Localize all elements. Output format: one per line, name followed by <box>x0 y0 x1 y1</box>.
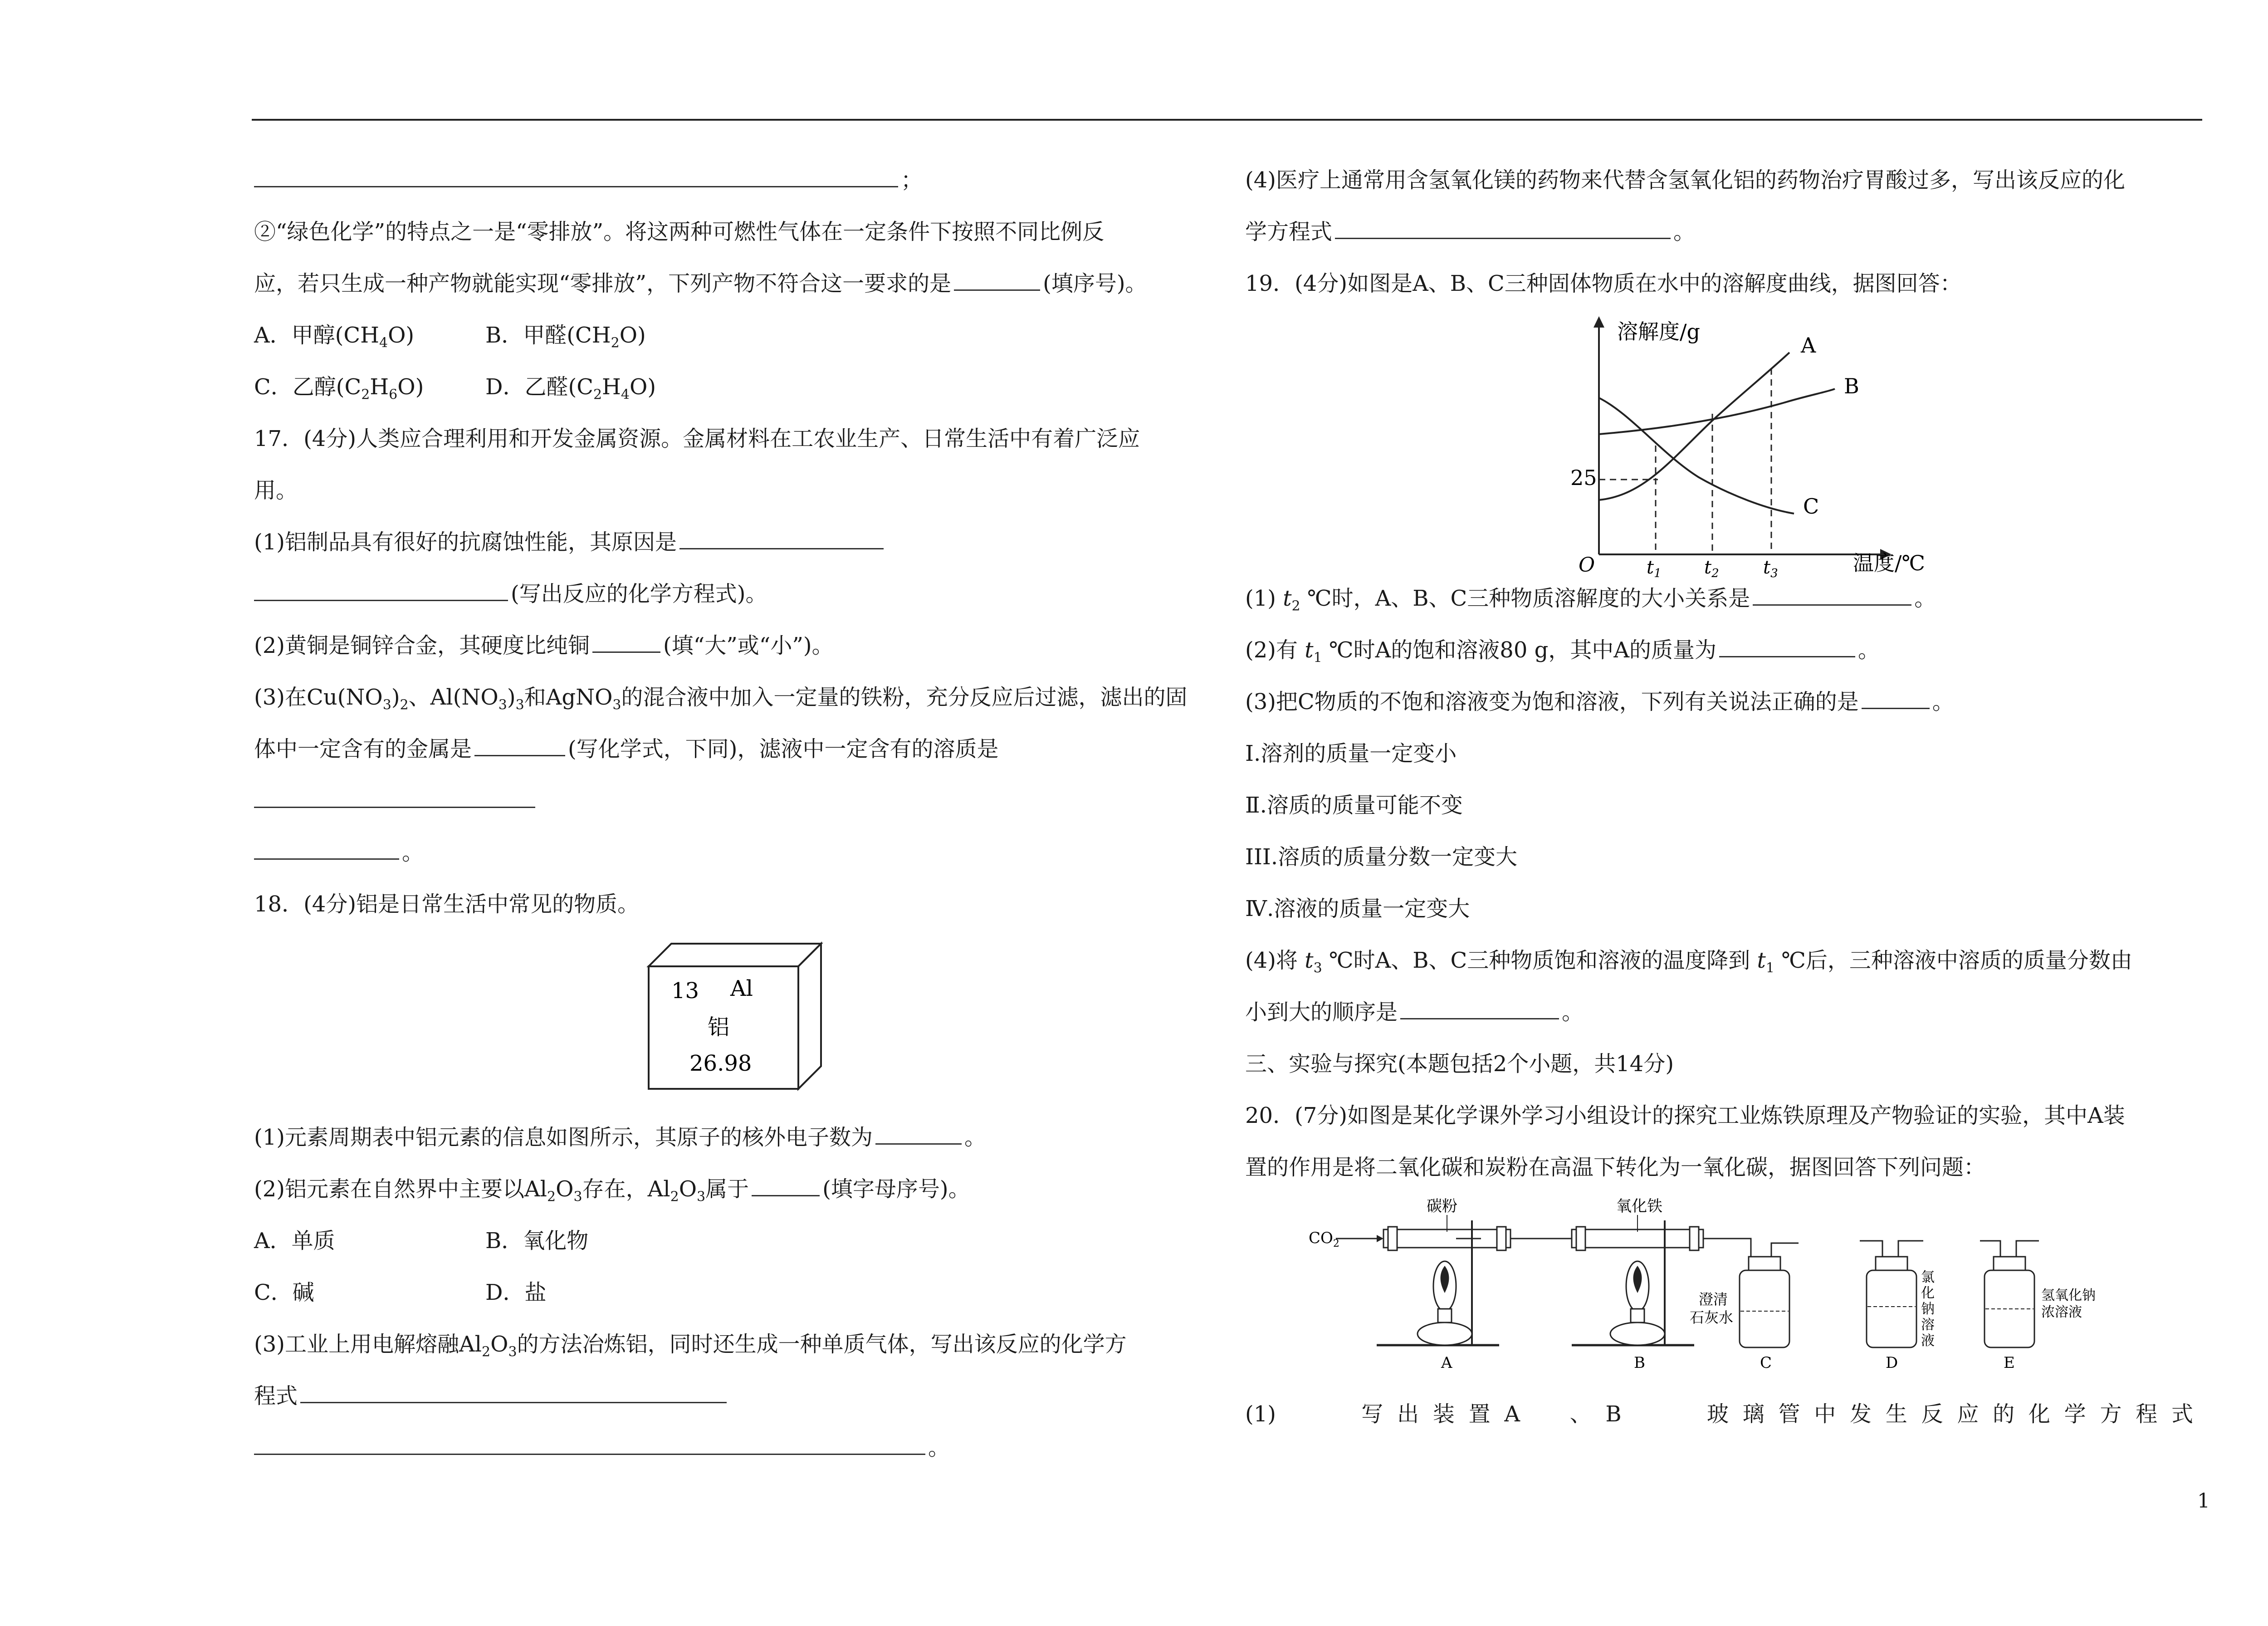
q20-text: 20．(7分)如图是某化学课外学习小组设计的探究工业炼铁原理及产物验证的实验，其中A装 <box>1245 1103 2125 1128</box>
q16-options-ab <box>254 309 1202 361</box>
q18-part4-cont: 学方程式 。 <box>1245 206 2193 258</box>
q18-part3-cont: 程式 <box>254 1370 1202 1422</box>
x-tick-t2: $t_2$ <box>1704 557 1719 580</box>
bottle-c <box>1740 1270 1789 1347</box>
atomic-mass: 26.98 <box>689 1051 752 1076</box>
naoh-label-1: 氢氧化钠 <box>2041 1288 2096 1303</box>
answer-blank[interactable] <box>254 779 535 808</box>
answer-blank[interactable] <box>474 728 565 756</box>
y-axis-label: 溶解度/g <box>1617 319 1700 344</box>
x-tick-t1: $t_1$ <box>1647 557 1662 580</box>
answer-blank[interactable] <box>1400 991 1559 1019</box>
q17-part3-cont: 体中一定含有的金属是 (写化学式，下同)，滤液中一定含有的溶质是 <box>254 723 1202 775</box>
element-name: 铝 <box>708 1014 730 1040</box>
answer-blank[interactable] <box>1753 577 1911 606</box>
q16-options-cd <box>254 361 1202 413</box>
series-label-b: B <box>1844 374 1859 398</box>
carbon-label: 碳粉 <box>1427 1197 1457 1215</box>
bottle-d <box>1867 1270 1916 1347</box>
solubility-chart <box>1245 309 2193 580</box>
option-b[interactable]: B．甲醛$(CH_2O)$ <box>485 323 646 351</box>
element-symbol: Al <box>730 976 753 1001</box>
series-label-a: A <box>1801 333 1816 358</box>
q19-option-iii[interactable]: III.溶质的质量分数一定变大 <box>1245 844 1518 870</box>
q18-end-line: 。 <box>254 1422 1202 1474</box>
aluminum-element-card <box>254 930 1202 1112</box>
section-3-title: 三、实验与探究(本题包括2个小题，共14分) <box>1245 1051 1674 1077</box>
q17-part1-cont: (写出反应的化学方程式)。 <box>254 568 1202 620</box>
q17-text-cont: 用。 <box>254 478 298 503</box>
co2-label: $CO_2$ <box>1309 1229 1339 1249</box>
tube-a <box>1383 1229 1510 1248</box>
left-column <box>254 154 1202 1474</box>
q20-text-cont: 置的作用是将二氧化碳和炭粉在高温下转化为一氧化碳，据图回答下列问题： <box>1245 1155 1986 1180</box>
q17-text: 17．(4分)人类应合理利用和开发金属资源。金属材料在工农业生产、日常生活中有着广泛应 <box>254 426 1140 451</box>
q17-end-line: 。 <box>254 827 1202 878</box>
q19-part4-cont: 小到大的顺序是 。 <box>1245 986 2193 1038</box>
q18-part4: (4)医疗上通常用含氢氧化镁的药物来代替含氢氧化铝的药物治疗胃酸过多，写出该反应的化 <box>1245 167 2125 193</box>
answer-blank[interactable] <box>1335 211 1671 239</box>
nacl-label-4: 溶 <box>1921 1317 1935 1333</box>
nacl-label-2: 化 <box>1921 1285 1935 1301</box>
atomic-number: 13 <box>671 978 699 1004</box>
series-label-c: C <box>1803 494 1819 519</box>
naoh-label-2: 浓溶液 <box>2041 1304 2082 1320</box>
nacl-label-5: 液 <box>1921 1333 1935 1349</box>
q18-part2: (2)铝元素在自然界中主要以$Al_2O_3$存在，$Al_2O_3$属于 (填字母序号)。 <box>254 1163 1202 1215</box>
answer-blank[interactable] <box>954 262 1040 291</box>
answer-blank[interactable] <box>1719 629 1855 657</box>
label-d: D <box>1886 1354 1898 1372</box>
x-axis-label: 温度/℃ <box>1853 551 1925 575</box>
tube-b <box>1572 1229 1703 1248</box>
q18-options-cd <box>254 1267 1202 1318</box>
answer-blank[interactable] <box>875 1116 962 1145</box>
q17-part1: (1)铝制品具有很好的抗腐蚀性能，其原因是 <box>254 516 1202 568</box>
y-axis-arrow <box>1593 316 1604 328</box>
q17-blank-line <box>254 775 1202 827</box>
curve-b <box>1599 389 1835 434</box>
iron-oxide-label: 氧化铁 <box>1616 1197 1662 1215</box>
q18-part3: (3)工业上用电解熔融$Al_2O_3$的方法冶炼铝，同时还生成一种单质气体，写出该反应的化学方 <box>254 1332 1127 1360</box>
apparatus-diagram <box>1245 1193 2193 1388</box>
answer-blank[interactable] <box>592 624 660 653</box>
limewater-label-2: 石灰水 <box>1690 1309 1734 1326</box>
q19-part3: (3)把C物质的不饱和溶液变为饱和溶液，下列有关说法正确的是 。 <box>1245 676 2193 728</box>
apparatus-svg <box>1245 1193 2193 1388</box>
answer-blank[interactable] <box>679 521 884 549</box>
q19-part1: (1) $t_2$ ℃时，A、B、C三种物质溶解度的大小关系是 。 <box>1245 573 2193 624</box>
option-c[interactable]: C．碱 <box>254 1280 314 1305</box>
page-number: 1 <box>2197 1489 2210 1513</box>
q19-option-i[interactable]: Ⅰ.溶剂的质量一定变小 <box>1245 741 1457 766</box>
label-e: E <box>2004 1354 2015 1372</box>
option-d[interactable]: D．盐 <box>485 1280 547 1305</box>
answer-blank[interactable] <box>254 159 898 187</box>
option-d[interactable]: D．乙醛$(C_2H_4O)$ <box>485 374 656 403</box>
nacl-label-3: 钠 <box>1921 1301 1935 1317</box>
origin-label: O <box>1579 553 1595 577</box>
option-b[interactable]: B．氧化物 <box>485 1228 589 1254</box>
option-a[interactable]: A．单质 <box>254 1228 335 1254</box>
y-tick-25: 25 <box>1570 465 1597 490</box>
label-c: C <box>1760 1354 1772 1372</box>
answer-blank[interactable] <box>254 831 399 860</box>
limewater-label-1: 澄清 <box>1699 1291 1728 1308</box>
answer-blank[interactable] <box>254 573 508 601</box>
answer-line: ； <box>254 154 1202 206</box>
answer-blank[interactable] <box>300 1375 727 1403</box>
q18-text: 18．(4分)铝是日常生活中常见的物质。 <box>254 891 640 917</box>
q16-text-cont: 应，若只生成一种产物就能实现“零排放”，下列产物不符合这一要求的是 (填序号)。 <box>254 258 1202 309</box>
x-tick-t3: $t_3$ <box>1763 557 1778 580</box>
q19-part4: (4)将 $t_3$ ℃时A、B、C三种物质饱和溶液的温度降到 $t_1$ ℃后，三种溶液中溶质的质量分数由 <box>1245 948 2132 976</box>
solubility-chart-svg <box>1245 309 2193 580</box>
option-c[interactable]: C．乙醇$(C_2H_6O)$ <box>254 374 424 403</box>
answer-blank[interactable] <box>752 1168 820 1196</box>
q20-part1: (1) 写出装置A 、B 玻璃管中发生反应的化学方程式 <box>1245 1401 2193 1427</box>
q18-options-ab <box>254 1215 1202 1267</box>
nacl-label-1: 氯 <box>1921 1269 1935 1285</box>
q19-text: 19．(4分)如图是A、B、C三种固体物质在水中的溶解度曲线，据图回答： <box>1245 271 1962 296</box>
q16-text: ②“绿色化学”的特点之一是“零排放”。将这两种可燃性气体在一定条件下按照不同比例反 <box>254 219 1105 245</box>
curve-a <box>1599 353 1789 500</box>
q19-option-ii[interactable]: Ⅱ.溶质的质量可能不变 <box>1245 793 1463 818</box>
answer-blank[interactable] <box>1862 681 1930 709</box>
right-column <box>1245 154 2193 1440</box>
q19-part2: (2)有 $t_1$ ℃时A的饱和溶液80 g，其中A的质量为 。 <box>1245 624 2193 676</box>
option-a[interactable]: A．甲醇$(CH_4O)$ <box>254 323 415 351</box>
label-b: B <box>1634 1354 1645 1372</box>
curve-c <box>1599 398 1794 514</box>
q19-option-iv[interactable]: Ⅳ.溶液的质量一定变大 <box>1245 896 1470 921</box>
q17-part2: (2)黄铜是铜锌合金，其硬度比纯铜 (填“大”或“小”)。 <box>254 620 1202 671</box>
answer-blank[interactable] <box>254 1426 925 1455</box>
q17-part3: (3)在$Cu(NO_3)_2$、$Al(NO_3)_3$和AgNO$_3$的混合液中加入一定量的铁粉，充分反应后过滤，滤出的固 <box>254 685 1188 713</box>
q18-part1: (1)元素周期表中铝元素的信息如图所示，其原子的核外电子数为 。 <box>254 1112 1202 1163</box>
label-a: A <box>1441 1354 1452 1372</box>
header-rule <box>252 119 2202 121</box>
